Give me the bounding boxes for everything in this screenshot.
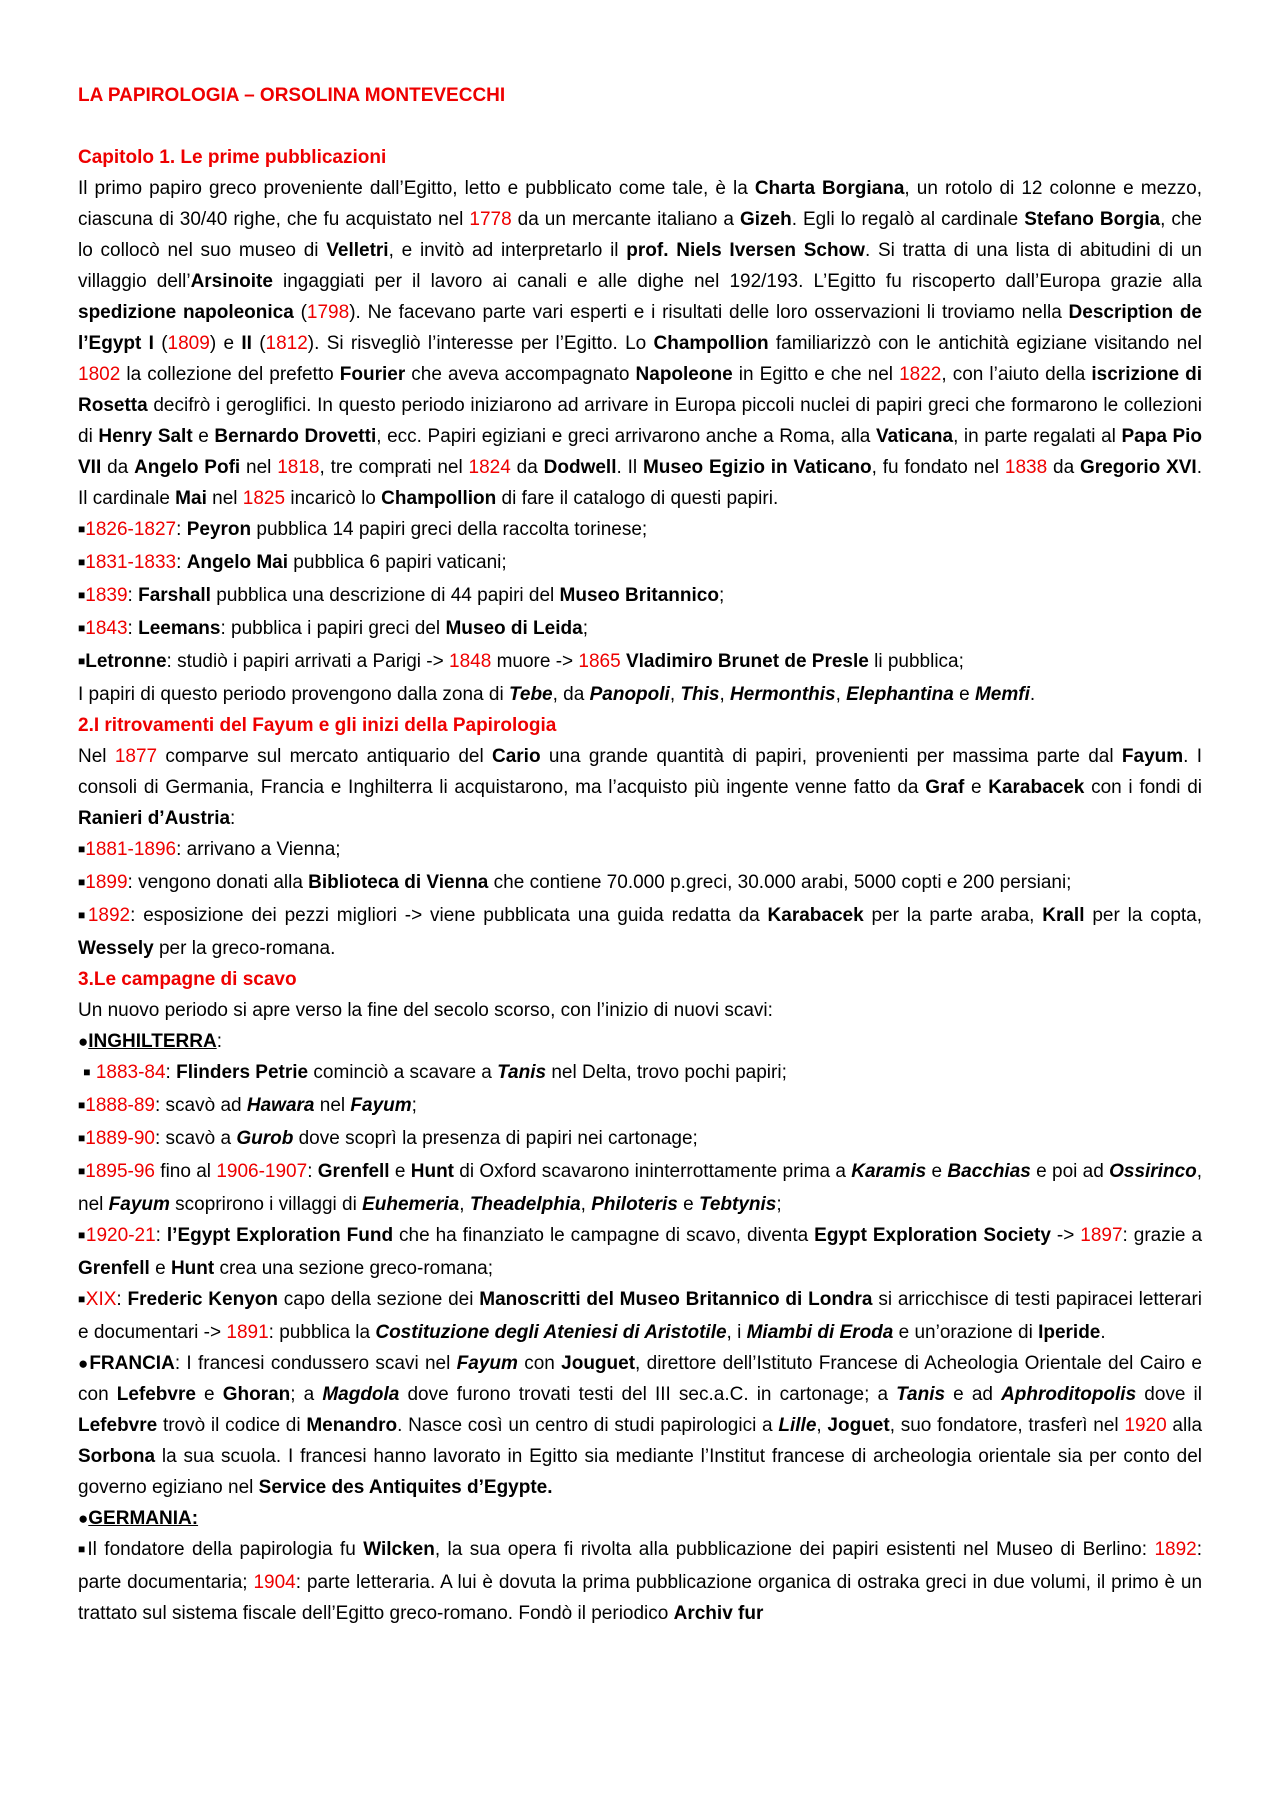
list-item: ■1843: Leemans: pubblica i papiri greci del Museo di Leida; — [78, 618, 588, 639]
chapter-1-heading: Capitolo 1. Le prime pubblicazioni — [78, 147, 387, 168]
paragraph: I papiri di questo periodo provengono dalla zona di Tebe, da Panopoli, This, Hermonthis, Elephantina e Memfi. — [78, 684, 1036, 705]
paragraph: Nel 1877 comparve sul mercato antiquario del Cario una grande quantità di papiri, provenienti per massima parte dal Fayum. I consoli di Germania, Francia e Inghilterra li acquistarono, ma l’acquisto più ingente venne fatto da Graf e Karabacek con i fondi di Ranieri d’Austria: — [78, 746, 1203, 829]
list-item: ■1899: vengono donati alla Biblioteca di Vienna che contiene 70.000 p.greci, 30.000 arabi, 5000 copti e 200 persiani; — [78, 872, 1072, 893]
paragraph: Un nuovo periodo si apre verso la fine del secolo scorso, con l’inizio di nuovi scavi: — [78, 1000, 773, 1021]
list-item: ■XIX: Frederic Kenyon capo della sezione dei Manoscritti del Museo Britannico di Londra si arricchisce di testi papiracei letterari e documentari -> 1891: pubblica la Costituzione degli Ateniesi di Aristotile, i Miambi di Eroda e un’orazione di Iperide. — [78, 1289, 1203, 1343]
list-item: ■1881-1896: arrivano a Vienna; — [78, 839, 341, 860]
section-3-heading: 3.Le campagne di scavo — [78, 969, 297, 990]
section-2-heading: 2.I ritrovamenti del Fayum e gli inizi della Papirologia — [78, 715, 557, 736]
list-item: ■1920-21: l’Egypt Exploration Fund che ha finanziato le campagne di scavo, diventa Egypt Exploration Society -> 1897: grazie a Grenfell e Hunt crea una sezione greco-romana; — [78, 1225, 1203, 1279]
list-item: ■1889-90: scavò a Gurob dove scoprì la presenza di papiri nei cartonage; — [78, 1128, 698, 1149]
list-item: ■1895-96 fino al 1906-1907: Grenfell e Hunt di Oxford scavarono ininterrottamente prima a Karamis e Bacchias e poi ad Ossirinco, nel Fayum scoprirono i villaggi di Euhemeria, Theadelphia, Philoteris e Tebtynis; — [78, 1161, 1203, 1215]
list-item: ■ 1883-84: Flinders Petrie cominciò a scavare a Tanis nel Delta, trovo pochi papiri; — [83, 1062, 787, 1083]
list-item: ■1826-1827: Peyron pubblica 14 papiri greci della raccolta torinese; — [78, 519, 648, 540]
list-item: ■1831-1833: Angelo Mai pubblica 6 papiri vaticani; — [78, 552, 507, 573]
list-item: ■1839: Farshall pubblica una descrizione di 44 papiri del Museo Britannico; — [78, 585, 725, 606]
list-item: ■Letronne: studiò i papiri arrivati a Parigi -> 1848 muore -> 1865 Vladimiro Brunet de Presle li pubblica; — [78, 651, 964, 672]
list-item: ■1888-89: scavò ad Hawara nel Fayum; — [78, 1095, 417, 1116]
list-item: ■1892: esposizione dei pezzi migliori -> viene pubblicata una guida redatta da Karabacek per la parte araba, Krall per la copta, Wessely per la greco-romana. — [78, 905, 1203, 959]
list-item: ■Il fondatore della papirologia fu Wilcken, la sua opera fi rivolta alla pubblicazione dei papiri esistenti nel Museo di Berlino: 1892: parte documentaria; 1904: parte letteraria. A lui è dovuta la prima pubblicazione organica di ostraka greci in due volumi, il primo è un trattato sul sistema fiscale dell’Egitto greco-romano. Fondò il periodico Archiv fur — [78, 1539, 1203, 1624]
country-paragraph-france: ●FRANCIA: I francesi condussero scavi nel Fayum con Jouguet, direttore dell’Istituto Francese di Acheologia Orientale del Cairo e con Lefebvre e Ghoran; a Magdola dove furono trovati testi del III sec.a.C. in cartonage; a Tanis e ad Aphroditopolis dove il Lefebvre trovò il codice di Menandro. Nasce così un centro di studi papirologici a Lille, Joguet, suo fondatore, trasferì nel 1920 alla Sorbona la sua scuola. I francesi hanno lavorato in Egitto sia mediante l’Institut francese di archeologia orientale sia per conto del governo egiziano nel Service des Antiquites d’Egypte. — [78, 1353, 1203, 1498]
country-heading-germany: ●GERMANIA: — [78, 1508, 199, 1529]
country-heading-england: ●INGHILTERRA: — [78, 1031, 222, 1052]
paragraph: Il primo papiro greco proveniente dall’Egitto, letto e pubblicato come tale, è la Charta Borgiana, un rotolo di 12 colonne e mezzo, ciascuna di 30/40 righe, che fu acquistato nel 1778 da un mercante italiano a Gizeh. Egli lo regalò al cardinale Stefano Borgia, che lo collocò nel suo museo di Velletri, e invitò ad interpretarlo il prof. Niels Iversen Schow. Si tratta di una lista di abitudini di un villaggio dell’Arsinoite ingaggiati per il lavoro ai canali e alle dighe nel 192/193. L’Egitto fu riscoperto dall’Europa grazie alla spedizione napoleonica (1798). Ne facevano parte vari esperti e i risultati delle loro osservazioni li troviamo nella Description de l’Egypt I (1809) e II (1812). Si risvegliò l’interesse per l’Egitto. Lo Champollion familiarizzò con le antichità egiziane visitando nel 1802 la collezione del prefetto Fourier che aveva accompagnato Napoleone in Egitto e che nel 1822, con l’aiuto della iscrizione di Rosetta decifrò i geroglifici. In questo periodo iniziarono ad arrivare in Europa piccoli nuclei di papiri greci che formarono le collezioni di Henry Salt e Bernardo Drovetti, ecc. Papiri egiziani e greci arrivarono anche a Roma, alla Vaticana, in parte regalati al Papa Pio VII da Angelo Pofi nel 1818, tre comprati nel 1824 da Dodwell. Il Museo Egizio in Vaticano, fu fondato nel 1838 da Gregorio XVI. Il cardinale Mai nel 1825 incaricò lo Champollion di fare il catalogo di questi papiri. — [78, 178, 1203, 509]
document-title: LA PAPIROLOGIA – ORSOLINA MONTEVECCHI — [78, 85, 506, 106]
